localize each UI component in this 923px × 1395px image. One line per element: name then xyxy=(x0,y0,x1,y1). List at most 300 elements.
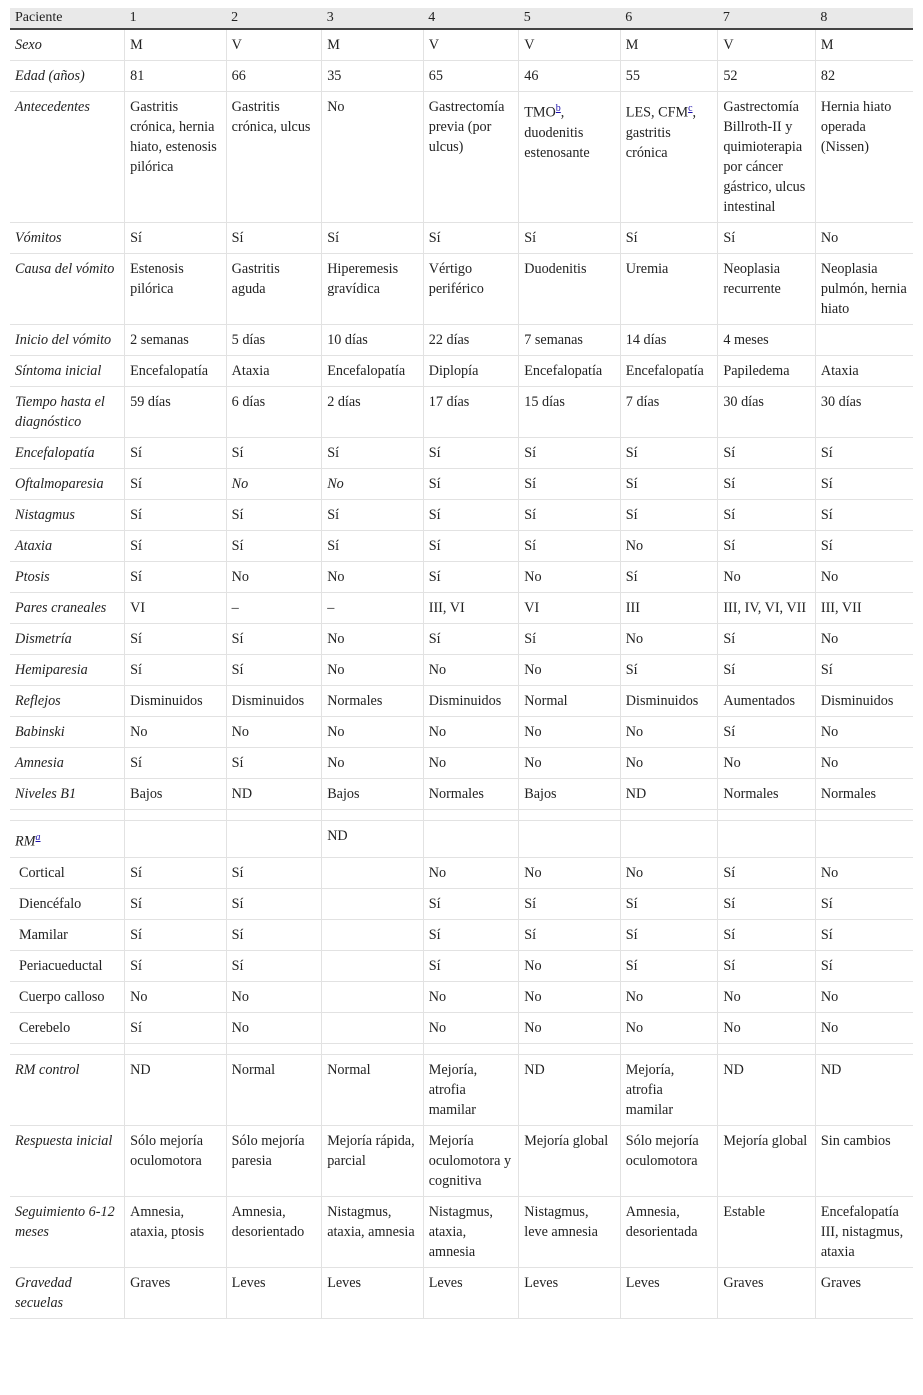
table-cell xyxy=(125,655,227,686)
table-cell xyxy=(125,531,227,562)
cell-text: Sí xyxy=(130,230,142,246)
cell-text: Sí xyxy=(327,538,340,554)
footnote-link-b[interactable]: b xyxy=(555,103,561,114)
table-cell xyxy=(815,356,913,387)
cell-text: Ataxia xyxy=(231,363,270,379)
spacer-cell xyxy=(620,810,718,821)
cell-text: Amnesia, ataxia, ptosis xyxy=(130,1203,205,1240)
cell-text: Sí xyxy=(625,230,638,246)
table-cell xyxy=(519,919,621,950)
cell-text: Sí xyxy=(820,957,833,974)
table-cell xyxy=(125,981,227,1012)
table-cell xyxy=(322,1196,424,1267)
table-cell xyxy=(519,562,621,593)
table-cell xyxy=(423,1012,519,1043)
table-cell xyxy=(815,469,913,500)
table-cell xyxy=(226,1125,322,1196)
table-cell xyxy=(423,29,519,61)
cell-text: Duodenitis xyxy=(524,261,587,277)
cell-text: No xyxy=(327,99,345,115)
table-cell xyxy=(226,950,322,981)
cell-text: Gastritis crónica, hernia hiato, estenosis pilórica xyxy=(130,99,217,175)
cell-text: No xyxy=(524,569,542,585)
cell-text: Sí xyxy=(130,755,142,771)
cell-text: Sí xyxy=(723,724,736,740)
table-row xyxy=(10,593,913,624)
cell-text: III xyxy=(625,600,640,616)
table-cell xyxy=(423,61,519,92)
cell-text: Gastrectomía previa (por ulcus) xyxy=(428,99,505,155)
table-cell xyxy=(815,254,913,325)
table-cell xyxy=(226,857,322,888)
table-cell xyxy=(423,1196,519,1267)
cell-text: Sí xyxy=(130,926,142,943)
table-cell xyxy=(815,919,913,950)
cell-text: Vértigo periférico xyxy=(428,261,484,297)
table-cell xyxy=(519,888,621,919)
row-label-text: Encefalopatía xyxy=(15,445,95,461)
spacer-row xyxy=(10,810,913,821)
row-label-text: Antecedentes xyxy=(15,99,90,115)
table-row xyxy=(10,1125,913,1196)
cell-text: 2 días xyxy=(327,394,361,410)
cell-text: ND xyxy=(820,1061,842,1078)
table-row xyxy=(10,1012,913,1043)
cell-text: Encefalopatía xyxy=(524,363,603,379)
table-cell xyxy=(718,92,816,223)
table-cell xyxy=(620,1054,718,1125)
table-row xyxy=(10,888,913,919)
table-cell xyxy=(226,1267,322,1318)
row-label xyxy=(10,254,125,325)
cell-text: Estenosis pilórica xyxy=(130,261,184,297)
row-label-text: Diencéfalo xyxy=(19,895,82,912)
cell-text: 81 xyxy=(130,68,145,84)
cell-text: Sí xyxy=(428,230,441,246)
cell-text: Sí xyxy=(130,1019,142,1036)
table-cell xyxy=(519,717,621,748)
table-cell xyxy=(815,779,913,810)
table-cell xyxy=(226,356,322,387)
table-cell xyxy=(322,857,424,888)
cell-text: Sí xyxy=(130,662,142,678)
row-label-text: Dismetría xyxy=(15,631,72,647)
cell-text: Nistagmus, leve amnesia xyxy=(524,1203,598,1240)
cell-text: Encefalopatía III, nistagmus, ataxia xyxy=(820,1203,904,1260)
table-cell xyxy=(322,356,424,387)
table-cell xyxy=(322,29,424,61)
table-cell xyxy=(519,92,621,223)
table-cell xyxy=(718,254,816,325)
row-label xyxy=(10,562,125,593)
table-cell xyxy=(423,950,519,981)
row-label-text: Cuerpo calloso xyxy=(19,988,105,1005)
cell-text: Sí xyxy=(524,538,537,554)
footnote-link-a[interactable]: a xyxy=(35,832,41,843)
cell-text: Normales xyxy=(723,786,779,802)
table-cell xyxy=(322,717,424,748)
cell-text: Disminuidos xyxy=(231,693,305,709)
cell-text: Sí xyxy=(625,569,638,585)
table-cell xyxy=(620,92,718,223)
table-body xyxy=(10,29,913,1318)
table-cell xyxy=(226,686,322,717)
row-label-text: Mamilar xyxy=(19,926,68,943)
cell-text: No xyxy=(428,724,447,740)
row-label xyxy=(10,92,125,223)
cell-text: Leves xyxy=(231,1274,266,1291)
table-cell xyxy=(718,717,816,748)
cell-text: Sí xyxy=(820,538,833,554)
table-cell xyxy=(322,92,424,223)
cell-text: VI xyxy=(524,600,540,616)
cell-text: Disminuidos xyxy=(820,693,894,709)
cell-text: No xyxy=(625,1019,644,1036)
table-cell xyxy=(226,92,322,223)
table-cell xyxy=(226,438,322,469)
cell-text: No xyxy=(625,538,644,554)
table-cell xyxy=(423,356,519,387)
table-cell xyxy=(322,562,424,593)
table-cell xyxy=(620,1267,718,1318)
table-row xyxy=(10,717,913,748)
table-cell xyxy=(423,500,519,531)
table-cell xyxy=(519,531,621,562)
row-label xyxy=(10,223,125,254)
table-cell xyxy=(125,92,227,223)
cell-text: Mejoría global xyxy=(723,1132,808,1149)
table-cell xyxy=(815,593,913,624)
table-cell xyxy=(815,1196,913,1267)
cell-text: 7 semanas xyxy=(524,332,583,348)
cell-text: 6 días xyxy=(231,394,266,410)
cell-text: 22 días xyxy=(428,332,470,348)
table-cell xyxy=(718,655,816,686)
table-cell xyxy=(226,469,322,500)
cell-text: Sí xyxy=(428,569,441,585)
row-label xyxy=(10,1267,125,1318)
cell-text: Sí xyxy=(130,538,142,554)
cell-text: No xyxy=(625,724,644,740)
cell-text: No xyxy=(327,476,344,492)
table-cell xyxy=(125,593,227,624)
table-cell xyxy=(519,593,621,624)
cell-text: No xyxy=(327,724,345,740)
cell-text: Sí xyxy=(231,538,244,554)
table-cell xyxy=(620,1196,718,1267)
cell-text: Sí xyxy=(723,445,736,461)
cell-text: Mejoría global xyxy=(524,1132,609,1149)
table-cell xyxy=(718,1196,816,1267)
table-cell xyxy=(620,779,718,810)
table-row xyxy=(10,531,913,562)
cell-text: Bajos xyxy=(524,786,557,802)
table-cell xyxy=(815,61,913,92)
table-cell xyxy=(519,748,621,779)
cell-text: No xyxy=(231,569,250,585)
row-label xyxy=(10,821,125,858)
table-cell xyxy=(620,223,718,254)
row-label-text: Reflejos xyxy=(15,693,61,709)
cell-text: Normal xyxy=(231,1061,276,1078)
header-patient-6: 6 xyxy=(620,8,718,29)
table-cell xyxy=(226,1196,322,1267)
table-cell xyxy=(322,624,424,655)
row-label-text: Ataxia xyxy=(15,538,53,554)
header-row xyxy=(10,8,913,29)
table-cell xyxy=(718,325,816,356)
table-cell xyxy=(322,821,424,858)
table-cell xyxy=(423,686,519,717)
table-cell xyxy=(423,857,519,888)
cell-text: 2 semanas xyxy=(130,332,189,348)
row-label-text: Hemiparesia xyxy=(15,662,88,678)
table-cell xyxy=(815,1125,913,1196)
table-cell xyxy=(815,981,913,1012)
table-cell xyxy=(519,254,621,325)
cell-text: Leves xyxy=(428,1274,463,1291)
table-cell xyxy=(226,981,322,1012)
cell-text: Graves xyxy=(820,1274,862,1291)
cell-text: No xyxy=(723,755,741,771)
row-label xyxy=(10,950,125,981)
cell-text: No xyxy=(820,724,839,740)
table-cell xyxy=(815,655,913,686)
cell-text: Sí xyxy=(625,926,638,943)
cell-text: Sí xyxy=(428,631,441,647)
cell-text: M xyxy=(820,37,834,53)
table-cell xyxy=(815,325,913,356)
table-cell xyxy=(718,562,816,593)
table-row xyxy=(10,500,913,531)
row-label-text: Respuesta inicial xyxy=(15,1132,113,1149)
table-cell xyxy=(620,717,718,748)
cell-text: Sí xyxy=(723,476,736,492)
table-cell xyxy=(125,29,227,61)
table-cell xyxy=(423,562,519,593)
table-cell xyxy=(620,888,718,919)
cell-text: Mejoría oculomotora y cognitiva xyxy=(428,1132,512,1189)
table-cell xyxy=(718,1012,816,1043)
table-cell xyxy=(519,981,621,1012)
table-cell xyxy=(620,1012,718,1043)
table-cell xyxy=(125,1125,227,1196)
cell-text: Encefalopatía xyxy=(130,363,209,379)
cell-text: 5 días xyxy=(231,332,266,348)
cell-text: Sí xyxy=(723,631,736,647)
table-cell xyxy=(620,686,718,717)
table-cell xyxy=(620,531,718,562)
cell-text: Sí xyxy=(130,476,142,492)
cell-text: Sí xyxy=(625,445,638,461)
table-cell xyxy=(519,624,621,655)
table-cell xyxy=(423,1267,519,1318)
table-cell xyxy=(620,857,718,888)
table-cell xyxy=(519,1267,621,1318)
table-row xyxy=(10,254,913,325)
cell-text: III, VI xyxy=(428,600,465,616)
table-cell xyxy=(718,469,816,500)
row-label-text: Pares craneales xyxy=(15,600,107,616)
cell-text: Disminuidos xyxy=(130,693,203,709)
cell-text: ND xyxy=(327,828,348,844)
cell-text: No xyxy=(231,724,250,740)
table-cell xyxy=(718,438,816,469)
row-label-text: Sexo xyxy=(15,37,42,53)
cell-text: Normales xyxy=(327,693,383,709)
cell-text: No xyxy=(428,755,447,771)
table-cell xyxy=(125,469,227,500)
cell-text: Sí xyxy=(327,445,340,461)
cell-text: No xyxy=(524,988,542,1005)
cell-text: Leves xyxy=(327,1274,362,1291)
table-cell xyxy=(125,821,227,858)
cell-text: , gastritis crónica xyxy=(625,104,697,161)
spacer-cell xyxy=(718,810,816,821)
table-cell xyxy=(226,387,322,438)
table-cell xyxy=(815,562,913,593)
table-cell xyxy=(718,888,816,919)
spacer-cell xyxy=(815,810,913,821)
table-row xyxy=(10,92,913,223)
table-cell xyxy=(423,1054,519,1125)
table-cell xyxy=(815,1012,913,1043)
cell-text: Mejoría rápida, parcial xyxy=(327,1132,415,1169)
table-cell xyxy=(718,919,816,950)
table-cell xyxy=(125,356,227,387)
cell-text: Sin cambios xyxy=(820,1132,891,1149)
row-label xyxy=(10,888,125,919)
cell-text: – xyxy=(231,600,239,616)
table-cell xyxy=(423,325,519,356)
table-cell xyxy=(322,748,424,779)
table-cell xyxy=(718,981,816,1012)
cell-text: Sí xyxy=(130,864,142,881)
table-cell xyxy=(322,469,424,500)
table-cell xyxy=(125,919,227,950)
cell-text: No xyxy=(625,631,644,647)
table-cell xyxy=(815,748,913,779)
table-cell xyxy=(620,438,718,469)
table-cell xyxy=(125,624,227,655)
cell-text: M xyxy=(625,37,639,53)
table-cell xyxy=(322,593,424,624)
table-cell xyxy=(519,469,621,500)
cell-text: 35 xyxy=(327,68,342,84)
header-paciente: Paciente xyxy=(10,8,125,29)
table-row xyxy=(10,919,913,950)
cell-text: Sí xyxy=(428,538,441,554)
cell-text: No xyxy=(231,988,250,1005)
cell-text: No xyxy=(428,662,447,678)
table-cell xyxy=(718,821,816,858)
cell-text: Normal xyxy=(524,693,568,709)
cell-text: Mejoría, atrofia mamilar xyxy=(428,1061,478,1118)
table-cell xyxy=(815,624,913,655)
cell-text: Estable xyxy=(723,1203,766,1220)
table-cell xyxy=(125,325,227,356)
table-cell xyxy=(226,717,322,748)
cell-text: 65 xyxy=(428,68,443,84)
cell-text: No xyxy=(820,631,839,647)
table-header xyxy=(10,8,913,29)
table-cell xyxy=(815,1267,913,1318)
row-label xyxy=(10,748,125,779)
cell-text: Sí xyxy=(723,230,736,246)
header-patient-1: 1 xyxy=(125,8,227,29)
table-cell xyxy=(125,500,227,531)
spacer-cell xyxy=(519,1043,621,1054)
row-label-text: Amnesia xyxy=(15,755,64,771)
row-label-text: Seguimiento 6-12 meses xyxy=(15,1203,115,1240)
cell-text: Sí xyxy=(820,895,833,912)
table-cell xyxy=(423,92,519,223)
row-label-text: RM control xyxy=(15,1061,80,1078)
table-cell xyxy=(125,1012,227,1043)
spacer-cell xyxy=(226,1043,322,1054)
cell-text: Sí xyxy=(231,230,244,246)
cell-text: Sí xyxy=(231,662,244,678)
table-cell xyxy=(125,254,227,325)
cell-text: M xyxy=(327,37,340,53)
footnote-link-c[interactable]: c xyxy=(688,103,693,114)
table-cell xyxy=(125,562,227,593)
cell-prefix: LES, CFM xyxy=(625,104,689,121)
cell-text: Sí xyxy=(820,662,833,678)
table-cell xyxy=(226,779,322,810)
table-cell xyxy=(226,531,322,562)
header-patient-5: 5 xyxy=(519,8,621,29)
table-cell xyxy=(620,325,718,356)
table-cell xyxy=(226,888,322,919)
table-cell xyxy=(322,1267,424,1318)
table-cell xyxy=(718,593,816,624)
table-cell xyxy=(519,686,621,717)
cell-text: Sí xyxy=(231,445,244,461)
table-cell xyxy=(322,919,424,950)
cell-text: Sí xyxy=(231,864,244,881)
cell-text: 46 xyxy=(524,68,539,84)
row-label xyxy=(10,655,125,686)
table-cell xyxy=(815,686,913,717)
table-cell xyxy=(322,1012,424,1043)
row-label xyxy=(10,29,125,61)
cell-text: Sí xyxy=(625,895,638,912)
table-cell xyxy=(519,387,621,438)
cell-text: Sí xyxy=(327,507,340,523)
table-cell xyxy=(125,223,227,254)
table-cell xyxy=(322,254,424,325)
table-cell xyxy=(718,223,816,254)
cell-text: No xyxy=(820,230,839,246)
table-row xyxy=(10,981,913,1012)
cell-text: Sí xyxy=(524,895,537,912)
spacer-cell xyxy=(10,810,125,821)
cell-text: 17 días xyxy=(428,394,470,410)
row-label-text: Ptosis xyxy=(15,569,50,585)
row-label xyxy=(10,981,125,1012)
table-cell xyxy=(125,438,227,469)
cell-text: Sólo mejoría paresia xyxy=(231,1132,305,1169)
table-row xyxy=(10,356,913,387)
spacer-cell xyxy=(226,810,322,821)
table-cell xyxy=(718,356,816,387)
table-cell xyxy=(423,438,519,469)
cell-text: No xyxy=(524,724,542,740)
cell-text: Amnesia, desorientado xyxy=(231,1203,305,1240)
cell-text: Sí xyxy=(625,662,638,678)
table-cell xyxy=(125,748,227,779)
